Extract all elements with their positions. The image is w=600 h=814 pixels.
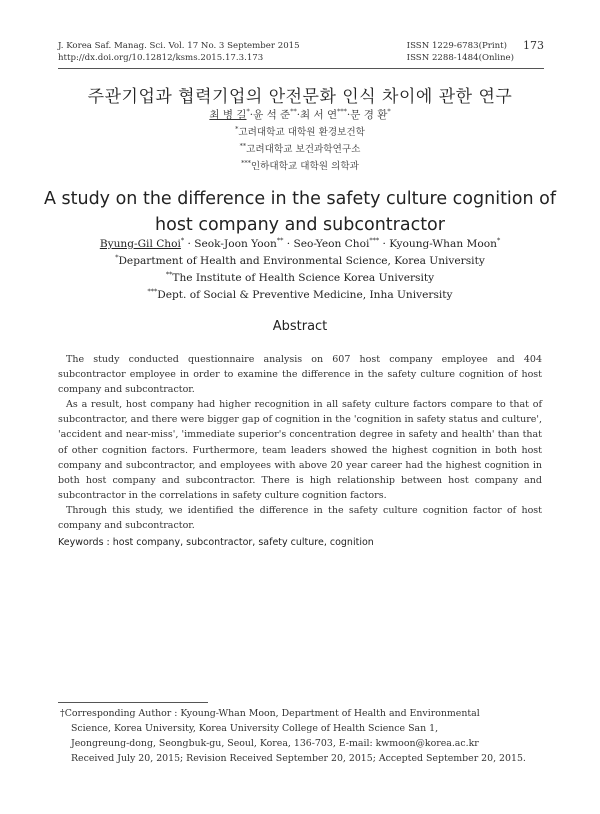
keywords: Keywords : host company, subcontractor, safety culture, cognition	[58, 537, 374, 548]
affiliation-text: 고려대학교 보건과학연구소	[246, 144, 361, 155]
english-authors	[0, 238, 600, 250]
english-author-name: Seok-Joon Yoon	[194, 238, 277, 250]
running-header-right	[407, 40, 544, 64]
english-affiliation	[0, 272, 600, 284]
korean-affiliation	[0, 158, 600, 172]
korean-title: 주관기업과 협력기업의 안전문화 인식 차이에 관한 연구	[87, 87, 513, 107]
english-title	[0, 186, 600, 238]
english-author-name: Kyoung-Whan Moon	[389, 238, 497, 250]
footnote-divider	[58, 702, 208, 703]
affiliation-mark: *	[235, 124, 239, 133]
korean-author-name: 최 병 길	[209, 109, 247, 121]
author-mark: ***	[369, 236, 380, 245]
issn-print: ISSN 1229-6783(Print)	[406, 41, 507, 51]
author-mark: *	[246, 107, 250, 116]
korean-author-name: 문 경 환	[350, 109, 388, 121]
author-separator: ·	[286, 238, 291, 250]
journal-citation: J. Korea Saf. Manag. Sci. Vol. 17 No. 3 September 2015	[58, 41, 300, 51]
affiliation-mark: ***	[147, 287, 158, 296]
korean-affiliation	[0, 141, 600, 155]
author-separator: ·	[382, 238, 386, 250]
affiliation-text: Dept. of Social & Preventive Medicine, Inha University	[157, 289, 453, 301]
corresponding-author-footnote	[60, 706, 542, 766]
affiliation-mark: **	[239, 141, 247, 150]
doi-link[interactable]: http://dx.doi.org/10.12812/ksms.2015.17.3.173	[58, 53, 264, 63]
author-mark: *	[496, 236, 501, 245]
running-header-left	[58, 40, 300, 64]
footnote-line: †Corresponding Author : Kyoung-Whan Moon, Department of Health and Environmental	[60, 708, 480, 719]
abstract-paragraph: As a result, host company had higher recognition in all safety culture factors compare to that of subcontractor, and there were bigger gap of cognition in the 'cognition in safety status and culture', 'accident and near-miss', 'immediate superior's concentration degree in safety and health' than that of other cognition factors. Furthermore, team leaders showed the highest cognition in both host company and subcontractor, and employees with above 20 year career had the highest cognition in both host company and subcontractor. There is high relationship between host company and subcontractor in the correlations in safety culture cognition factors.	[58, 399, 542, 501]
header-divider	[58, 68, 544, 69]
affiliation-text: The Institute of Health Science Korea University	[172, 272, 435, 284]
abstract-paragraph: Through this study, we identified the difference in the safety culture cognition factor of host company and subcontractor.	[58, 504, 542, 532]
korean-author-name: 윤 석 준	[253, 109, 291, 121]
author-separator: ·	[187, 238, 191, 250]
abstract-body	[58, 352, 542, 533]
english-title-line: A study on the difference in the safety culture cognition of	[43, 189, 557, 209]
page-number: 173	[523, 39, 544, 52]
affiliation-mark: **	[165, 270, 173, 279]
issn-online: ISSN 2288-1484(Online)	[406, 53, 514, 63]
english-title-line: host company and subcontractor	[155, 215, 445, 235]
footnote-line: Jeongreung-dong, Seongbuk-gu, Seoul, Korea, 136-703, E-mail: kwmoon@korea.ac.kr	[71, 738, 479, 749]
affiliation-text: Department of Health and Environmental Science, Korea University	[118, 255, 485, 267]
author-separator: ·	[249, 109, 254, 121]
english-author-name: Byung-Gil Choi	[99, 238, 181, 250]
english-affiliation	[0, 255, 600, 267]
author-mark: **	[290, 107, 297, 116]
korean-authors	[0, 107, 600, 122]
footnote-line: Science, Korea University, Korea University College of Health Science San 1,	[71, 723, 439, 734]
abstract-heading: Abstract	[272, 319, 328, 334]
author-mark: *	[180, 236, 185, 245]
affiliation-mark: ***	[241, 158, 251, 167]
english-affiliation	[0, 289, 600, 301]
korean-affiliation	[0, 124, 600, 138]
footnote-line: Received July 20, 2015; Revision Received September 20, 2015; Accepted September 20, 2015.	[71, 753, 526, 764]
abstract-paragraph: The study conducted questionnaire analysis on 607 host company employee and 404 subcontractor employee in order to examine the difference in the safety culture cognition of host company and subcontractor.	[58, 354, 542, 396]
affiliation-text: 인하대학교 대학원 의학과	[250, 161, 359, 172]
affiliation-mark: *	[115, 253, 119, 262]
english-author-name: Seo-Yeon Choi	[293, 238, 370, 250]
author-separator: ·	[296, 109, 301, 121]
author-mark: **	[276, 236, 284, 245]
affiliation-text: 고려대학교 대학원 환경보건학	[238, 127, 365, 138]
korean-author-name: 최 서 연	[300, 109, 338, 121]
author-mark: ***	[337, 107, 347, 116]
author-separator: ·	[346, 109, 351, 121]
author-mark: *	[387, 107, 391, 116]
